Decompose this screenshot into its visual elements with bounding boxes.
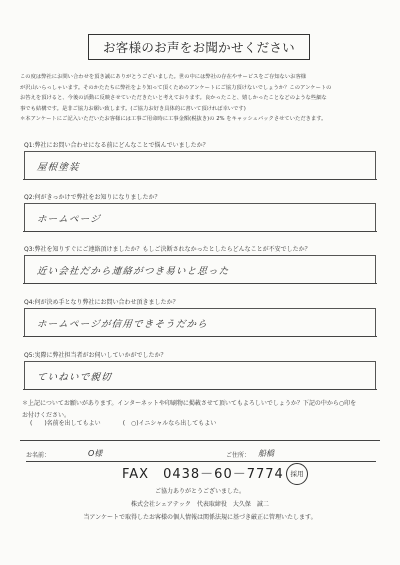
consent-option-initials[interactable]: ( ○)イニシャルなら出してもよい [122, 420, 217, 427]
consent-question-line: ＊上記についてお願いがあります。インターネットや印刷物に掲載させて頂いてもよろしいでしょうか？下記の中から○印を [22, 400, 357, 407]
consent-option-name[interactable]: ( )名前を出してもよい [30, 420, 101, 427]
name-underline [26, 461, 376, 462]
question-2-label: Q2:何がきっかけで弊社をお知りになりましたか？ [24, 194, 161, 201]
intro-line: お答えを頂けると、今後の活動に反映させていただきたいと考えております。良かったこと、嬉しかったことなどのような些細な [20, 95, 327, 101]
question-1-label: Q1:弊社にお問い合わせになる前にどんなことで悩んでいましたか？ [24, 142, 209, 149]
question-1-answer-box[interactable] [24, 151, 376, 180]
intro-line: が沢山いらっしゃいます。そのかたたちに弊社をより知って頂くためのアンケートにご協力頂けないでしょうか？このアンケートの [20, 84, 332, 91]
intro-line: 事でも結構です。是非ご協力お願い致します。(ご協力お好き具体的に書いて頂ければ幸いです) [20, 105, 246, 112]
question-5-answer-box[interactable] [24, 361, 376, 390]
divider [20, 440, 380, 441]
name-value[interactable]: O様 [88, 449, 103, 458]
question-3-answer-box[interactable] [24, 255, 376, 284]
question-5-answer: ていねいで親切 [36, 372, 113, 383]
address-label: ご住所： [226, 452, 251, 459]
question-2-answer: ホームページ [36, 214, 102, 225]
privacy-notice: 当アンケートで取得したお客様の個人情報は関係法規に基づき厳正に管理いたします。 [83, 514, 317, 521]
address-value[interactable]: 船橋 [258, 449, 274, 458]
question-4-label: Q4:何が決め手となり弊社にお問い合わせ頂きましたか？ [24, 299, 179, 306]
intro-line: この度は弊社にお問い合わせを頂き誠にありがとうございました。世の中には弊社の存在やサービスをご存知ないお客様 [20, 74, 307, 80]
consent-question-tail: お付けください。 [22, 412, 71, 419]
consent-question [22, 398, 356, 419]
name-label: お名前： [26, 452, 51, 459]
company-signature: 株式会社シェアテック 代表取締役 大久保 誠二 [131, 501, 269, 508]
thanks-text: ご協力ありがとうございました。 [154, 488, 245, 495]
question-2-answer-box[interactable] [24, 203, 376, 232]
question-4-answer: ホームページが信用できそうだから [36, 319, 209, 330]
approval-stamp: 採用 [286, 463, 308, 485]
question-4-answer-box[interactable] [24, 308, 376, 337]
intro-line: ＊本アンケートにご記入いただいたお客様には工事ご用命時に工事金額(税抜き)の 2% をキャッシュバックさせていただきます。 [20, 116, 327, 122]
page-title: お客様のお声をお聞かせください [88, 34, 310, 60]
question-3-label: Q3:弊社を知りすぐにご連絡頂けましたか？もしご決断されなかったとしたらどんなことが不安でしたか？ [24, 246, 311, 253]
question-3-answer: 近い会社だから連絡がつき易いと思った [36, 266, 231, 277]
question-5-label: Q5:実際に弊社担当者がお伺いしていかがでしたか？ [24, 352, 167, 359]
intro-text [20, 72, 382, 125]
consent-options [30, 418, 216, 427]
question-1-answer: 屋根塗装 [36, 162, 81, 173]
fax-number: FAX 0438－60－7774 [122, 467, 284, 482]
